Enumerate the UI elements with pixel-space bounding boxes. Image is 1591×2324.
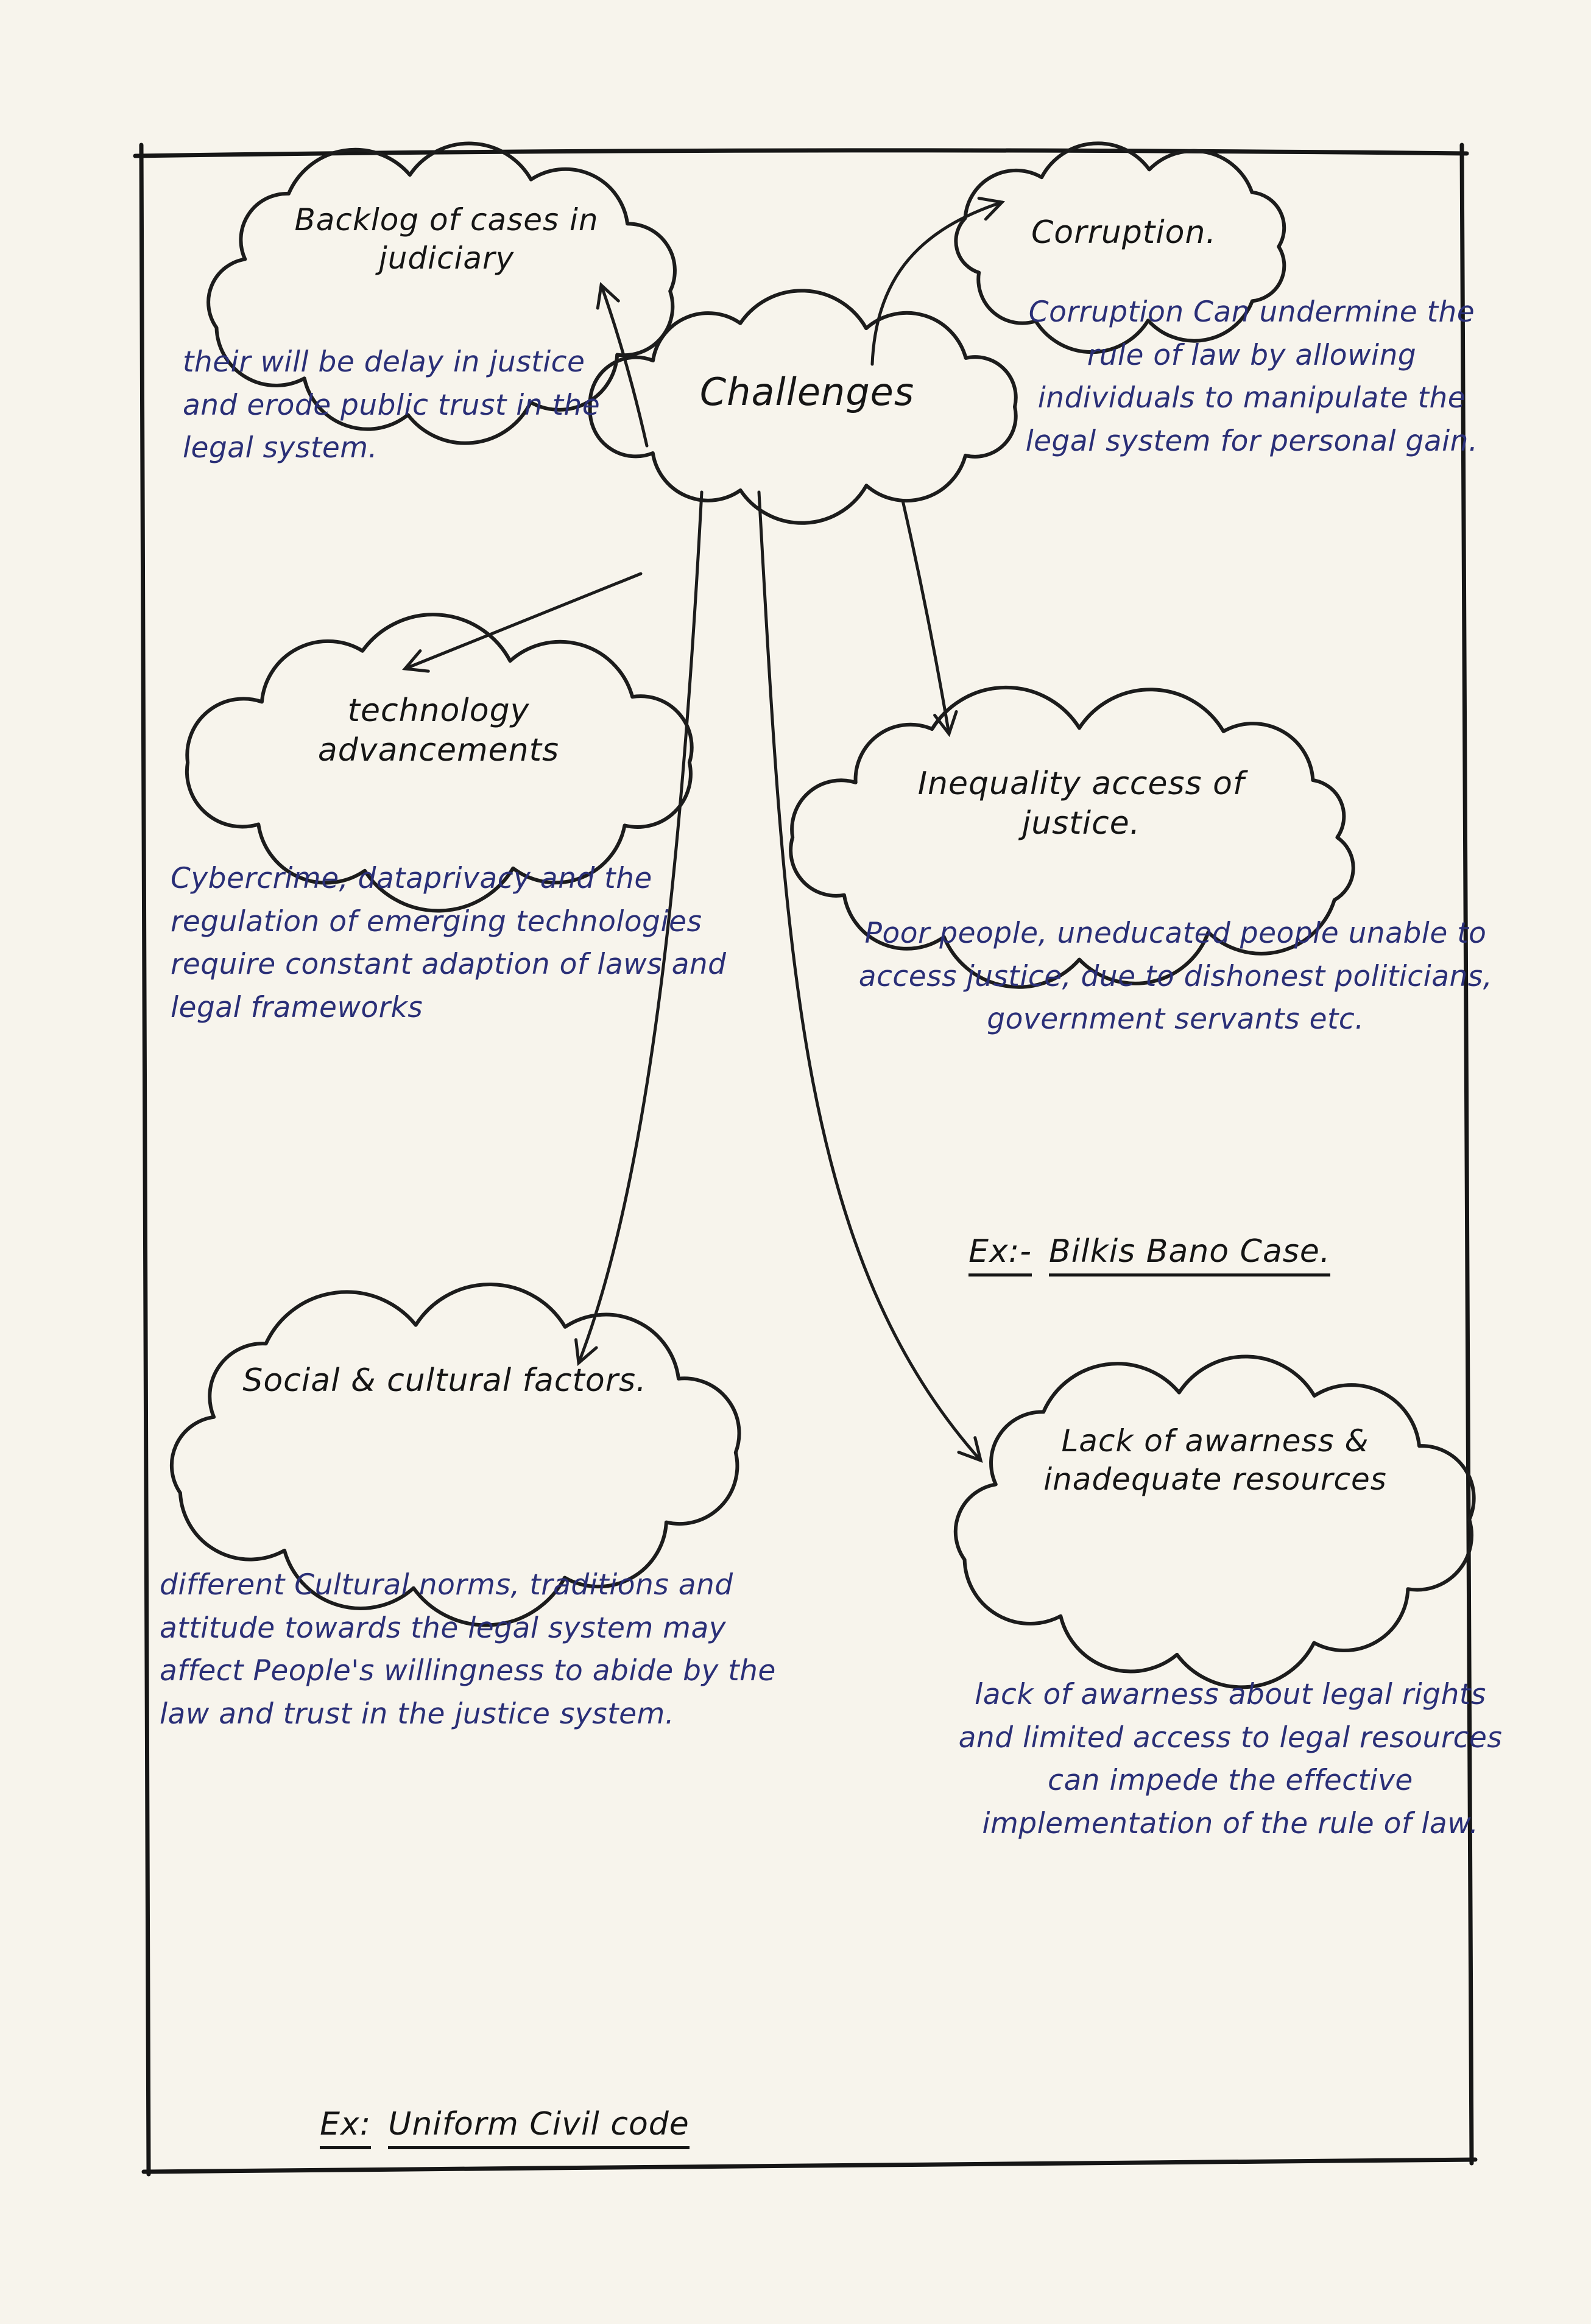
social-example-text: Uniform Civil code	[388, 2106, 690, 2149]
inequality-cloud-label: Inequality access of justice.	[917, 766, 1255, 842]
technology-cloud-label: technology advancements	[317, 692, 560, 769]
social-example	[277, 2069, 690, 2179]
awareness-cloud-outline	[956, 1356, 1474, 1687]
inequality-note-text: Poor people, uneducated people unable to access justice, due to dishonest politicians, government servants etc.	[858, 917, 1502, 1036]
awareness-note-text: lack of awarness about legal rights and limited access to legal resources can impede the effective implementation of the rule of law.	[958, 1678, 1512, 1840]
inequality-example-text: Bilkis Bano Case.	[1049, 1233, 1330, 1276]
social-note-text: different Cultural norms, traditions and attitude towards the legal system may affect People's willingness to abide by the law and trust in the justice system.	[160, 1568, 786, 1731]
awareness-cloud-label: Lack of awarness & inadequate resources	[1043, 1423, 1387, 1497]
arrow-challenges-to-corruption	[872, 202, 1002, 364]
corruption-cloud-label: Corruption.	[1031, 214, 1216, 251]
backlog-note-text: their will be delay in justice and erode public trust in the legal system.	[183, 345, 610, 465]
arrow-challenges-to-inequality	[903, 501, 949, 734]
corruption-note-text: Corruption Can undermine the rule of law by allowing individuals to manipulate the legal system for personal gain.	[1025, 295, 1484, 458]
social-example-label: Ex:	[320, 2106, 371, 2149]
arrow-challenges-to-technology	[405, 574, 641, 669]
social-cloud-label: Social & cultural factors.	[242, 1362, 647, 1399]
challenges-cloud-label: Challenges	[699, 370, 915, 414]
inequality-example-label: Ex:-	[968, 1233, 1032, 1276]
technology-note-text: Cybercrime, dataprivacy and the regulation of emerging technologies require constant adaption of laws and legal frameworks	[171, 862, 736, 1024]
page-border-left	[141, 145, 149, 2174]
backlog-cloud-label: Backlog of cases in judiciary	[294, 202, 609, 276]
inequality-example	[926, 1197, 1330, 1306]
